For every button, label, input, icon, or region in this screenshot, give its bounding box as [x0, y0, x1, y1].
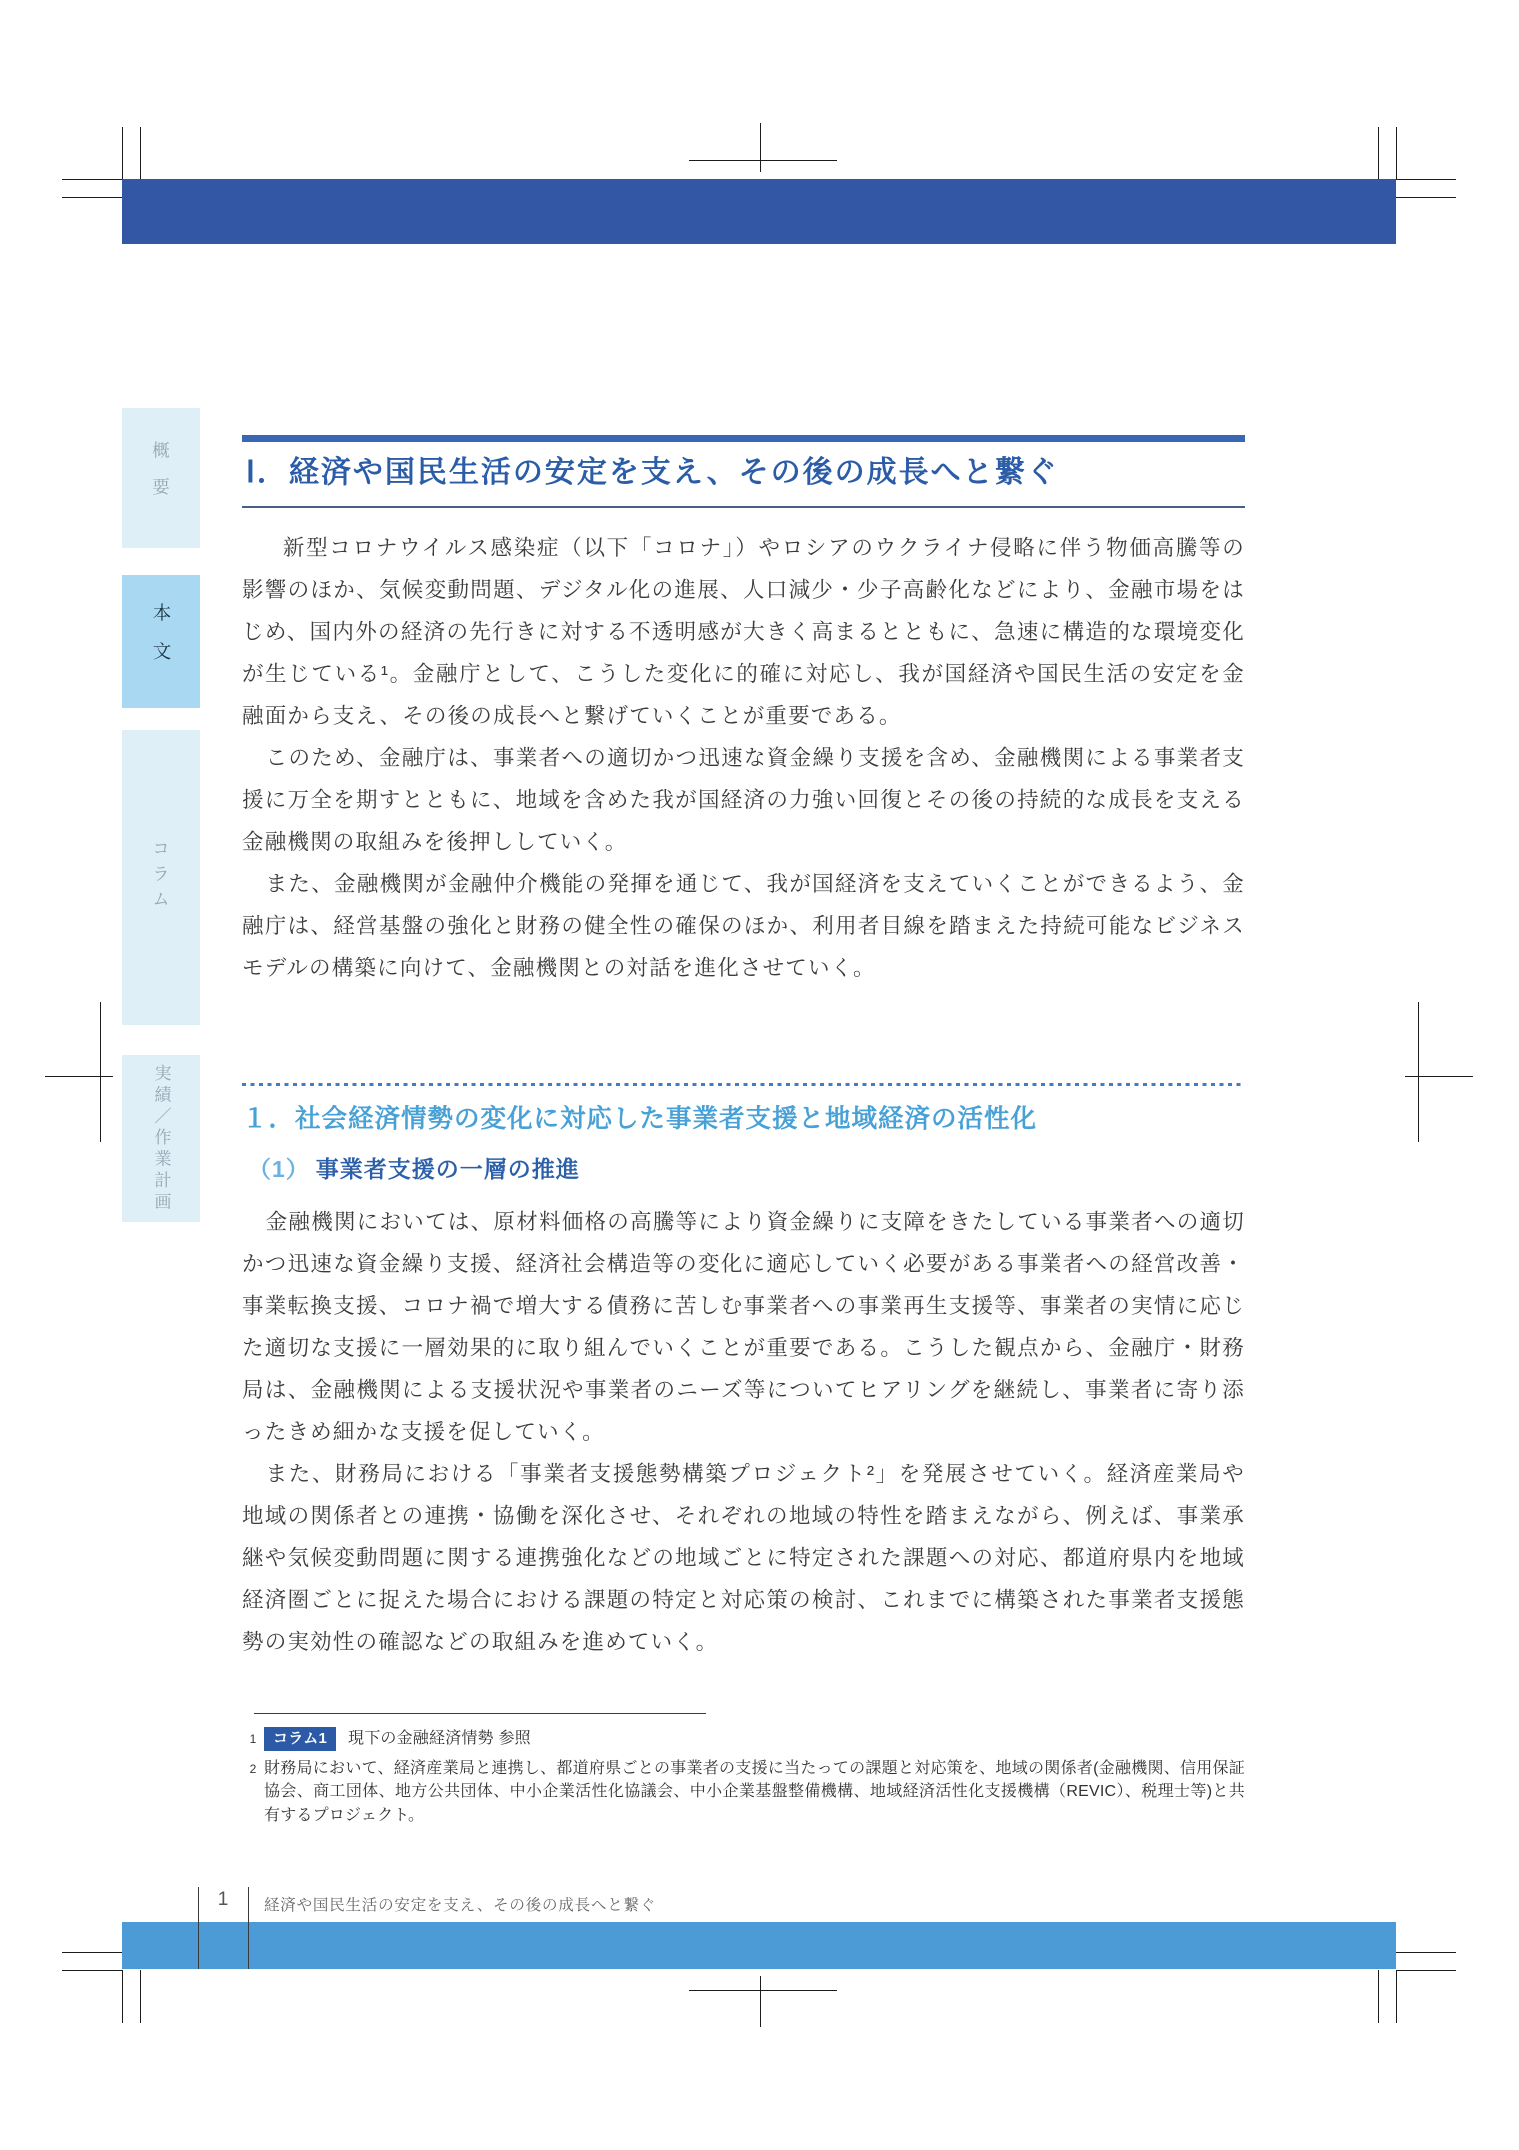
section-divider — [242, 1083, 1245, 1086]
crop-mark — [760, 123, 761, 172]
paragraph: このため、金融庁は、事業者への適切かつ迅速な資金繰り支援を含め、金融機関による事業者支援に万全を期すとともに、地域を含めた我が国経済の力強い回復とその後の持続的な成長を支える金融機関の取組みを後押ししていく。 — [242, 746, 1245, 854]
section-block — [242, 1083, 1245, 1663]
footnote-text: 財務局において、経済産業局と連携し、都道府県ごとの事業者の支援に当たっての課題と対応策を、地域の関係者(金融機関、信用保証協会、商工団体、地方公共団体、中小企業活性化協議会、中小企業基盤整備機構、地域経済活性化支援機構（REVIC）、税理士等)と共有するプロジェクト。 — [264, 1759, 1245, 1824]
paragraph: また、財務局における「事業者支援態勢構築プロジェクト²」を発展させていく。経済産業局や地域の関係者との連携・協働を深化させ、それぞれの地域の特性を踏まえながら、例えば、事業承継や気候変動問題に関する連携強化などの地域ごとに特定された課題への対応、都道府県内を地域経済圏ごとに捉えた場合における課題の特定と対応策の検討、これまでに構築された事業者支援態勢の実効性の確認などの取組みを進めていく。 — [242, 1462, 1245, 1654]
crop-mark — [62, 1970, 122, 1971]
crop-mark — [760, 1976, 761, 2027]
crop-mark — [1378, 1970, 1379, 2023]
paragraph: また、金融機関が金融仲介機能の発揮を通じて、我が国経済を支えていくことができるよう、金融庁は、経営基盤の強化と財務の健全性の確保のほか、利用者目線を踏まえた持続可能なビジネスモデルの構築に向けて、金融機関との対話を進化させていく。 — [242, 872, 1245, 980]
footnote-marker: 2 — [249, 1761, 257, 1776]
header-band — [122, 179, 1396, 244]
chapter-title-block — [242, 435, 1245, 508]
crop-mark — [1396, 1952, 1456, 1953]
crop-mark — [62, 1952, 122, 1953]
crop-mark — [62, 197, 122, 198]
footer-band — [122, 1922, 1396, 1969]
chapter-title: Ⅰ．経済や国民生活の安定を支え、その後の成長へと繋ぐ — [246, 456, 1059, 489]
paragraph: 金融機関においては、原材料価格の高騰等により資金繰りに支障をきたしている事業者への適切かつ迅速な資金繰り支援、経済社会構造等の変化に適応していく必要がある事業者への経営改善・事業転換支援、コロナ禍で増大する債務に苦しむ事業者への事業再生支援等、事業者の実情に応じた適切な支援に一層効果的に取り組んでいくことが重要である。こうした観点から、金融庁・財務局は、金融機関による支援状況や事業者のニーズ等についてヒアリングを継続し、事業者に寄り添ったきめ細かな支援を促していく。 — [242, 1210, 1245, 1444]
section-heading: １．社会経済情勢の変化に対応した事業者支援と地域経済の活性化 — [242, 1105, 1038, 1133]
crop-mark — [689, 1990, 837, 1991]
crop-mark — [1418, 1002, 1419, 1142]
page-number: 1 — [217, 1889, 229, 1910]
crop-mark — [140, 127, 141, 179]
crop-mark — [1396, 1970, 1397, 2023]
sidebar-tab-overview[interactable]: 概要 — [122, 408, 200, 548]
crop-mark — [122, 1970, 123, 2023]
crop-mark — [689, 160, 837, 161]
subsection-number: （1） — [248, 1156, 310, 1182]
footer-section-title: 経済や国民生活の安定を支え、その後の成長へと繋ぐ — [264, 1897, 657, 1914]
sidebar-tab-column[interactable]: コラム — [122, 730, 200, 1025]
crop-mark — [100, 1002, 101, 1142]
footer-divider-line — [248, 1887, 249, 1969]
footnote-item — [242, 1757, 1245, 1828]
paragraph: 新型コロナウイルス感染症（以下「コロナ」）やロシアのウクライナ侵略に伴う物価高騰等の影響のほか、気候変動問題、デジタル化の進展、人口減少・少子高齢化などにより、金融市場をはじめ、国内外の経済の先行きに対する不透明感が大きく高まるとともに、急速に構造的な環境変化が生じている¹。金融庁として、こうした変化に的確に対応し、我が国経済や国民生活の安定を金融面から支え、その後の成長へと繋げていくことが重要である。 — [242, 536, 1245, 728]
sidebar-tab-results-workplan[interactable]: 実績／作業計画 — [122, 1055, 200, 1222]
footnotes — [242, 1713, 1245, 1827]
crop-mark — [62, 179, 122, 180]
crop-mark — [1405, 1076, 1473, 1077]
crop-mark — [1396, 179, 1456, 180]
sidebar-tab-main-text[interactable]: 本文 — [122, 575, 200, 708]
crop-mark — [45, 1076, 113, 1077]
subsection-heading — [248, 1153, 1245, 1185]
crop-mark — [1378, 127, 1379, 179]
crop-mark — [1396, 197, 1456, 198]
footnote-marker: 1 — [249, 1732, 257, 1746]
footnote-separator — [254, 1713, 706, 1714]
footnote-content — [264, 1727, 1245, 1752]
subsection-title: 事業者支援の一層の推進 — [315, 1156, 580, 1182]
crop-mark — [122, 127, 123, 179]
main-content — [242, 435, 1245, 1827]
crop-mark — [1396, 127, 1397, 179]
footnote-text: 現下の金融経済情勢 参照 — [348, 1730, 531, 1747]
footnote-item — [242, 1727, 1245, 1752]
column-reference-badge[interactable]: コラム1 — [264, 1727, 336, 1751]
footer-divider-line — [198, 1887, 199, 1969]
crop-mark — [140, 1970, 141, 2023]
crop-mark — [1396, 1970, 1456, 1971]
